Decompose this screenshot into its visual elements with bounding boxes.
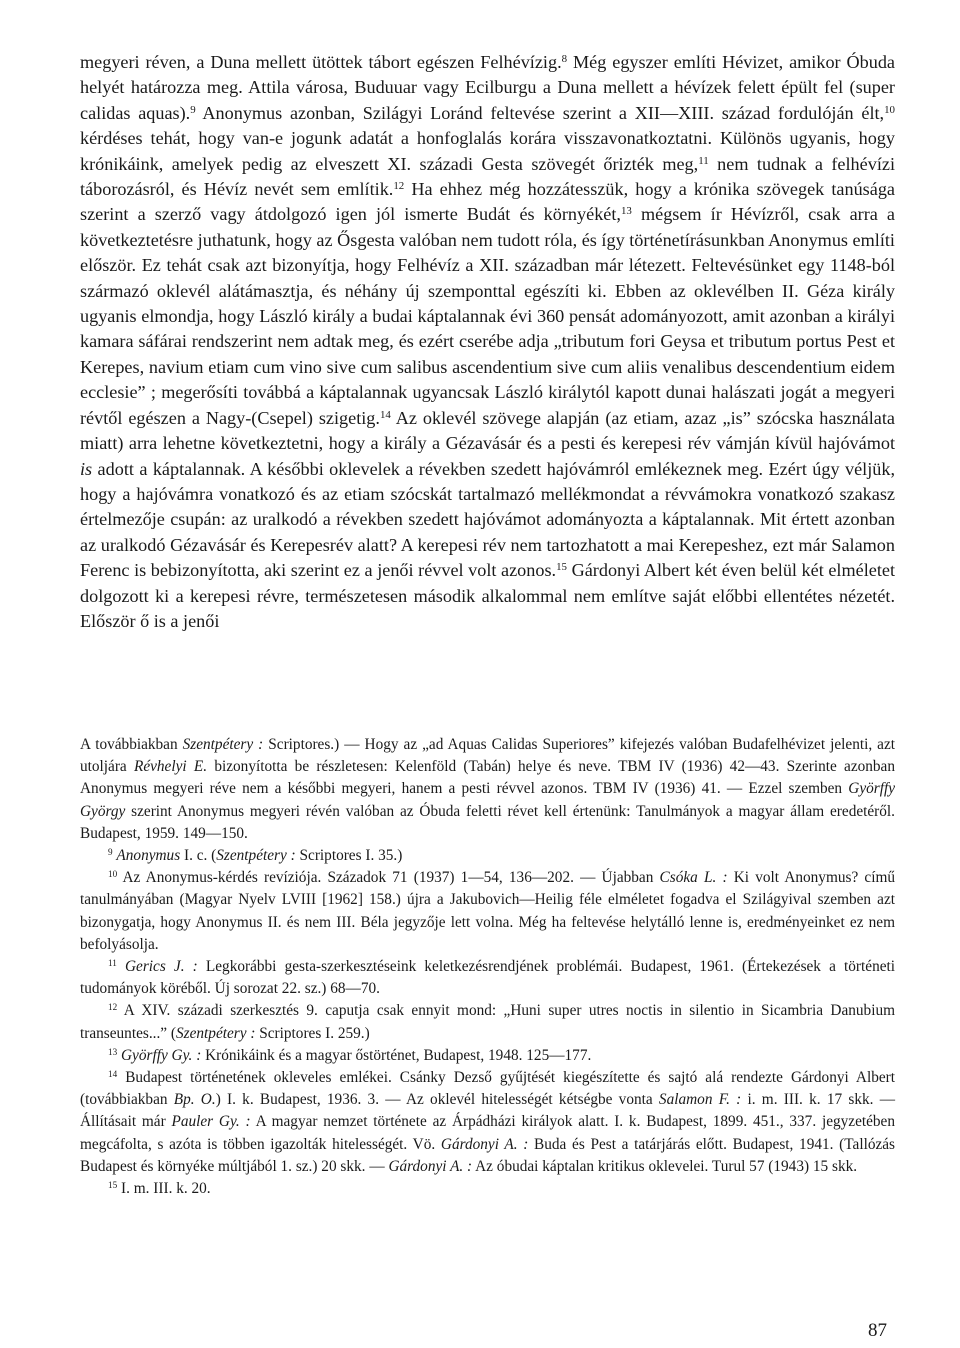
fn-text: Scriptores.) — Hogy az „ad Aquas Calidas Superiores” kifejezés valóban Budafelhévizet jelenti, azt utoljára [80, 736, 895, 776]
footnote-14 [80, 1067, 895, 1178]
footnote-number: 11 [108, 957, 117, 968]
footnote-ref[interactable]: 11 [698, 154, 709, 167]
fn-text: Az Anonymus-kérdés revíziója. Századok 71 (1937) 1—54, 136—202. — Újabban [117, 869, 660, 887]
page-number: 87 [868, 1320, 887, 1341]
footnote-ref[interactable]: 14 [379, 408, 391, 421]
fn-text: Legkorábbi gesta-szerkesztéseink keletkezésrendjének problémái. Budapest, 1961. (Értekezések a történeti tudományok köréből. Új sorozat 22. sz.) 68—70. [80, 958, 896, 998]
footnote-number: 9 [108, 846, 113, 857]
fn-author: Györffy Gy. : [121, 1046, 202, 1064]
footnote-12 [80, 1000, 895, 1044]
footnote-number: 13 [108, 1046, 118, 1057]
fn-text: ) I. k. Budapest, 1936. 3. — Az oklevél hitelességét kétségbe vonta [215, 1091, 659, 1109]
footnote-number: 14 [108, 1069, 118, 1079]
fn-text: bizonyította be részletesen: Kelenföld (Tabán) helye és neve. TBM IV (1936) 42—43. Szerinte azonban Anonymus megyeri réve nem a későbbi megyeri, hanem a pesti révvel azonos. TBM IV (1936) 41. — Ezzel szemben [80, 758, 895, 798]
fn-text: i. m. III. k. 17 skk. — Állításait már [80, 1091, 895, 1131]
fn-author: Györffy György [80, 780, 895, 820]
fn-text: A magyar nemzet története az Árpádházi királyok alatt. I. k. Budapest, 1899. 451., 337. jegyzetében megcáfolta, s azóta is többen igazolták hitelességét. Vö. [80, 1113, 895, 1153]
fn-text: I. c. ( [180, 847, 217, 865]
fn-text: Krónikáink és a magyar őstörténet, Budapest, 1948. 125—177. [201, 1046, 592, 1064]
footnote-ref[interactable]: 13 [620, 205, 632, 218]
main-paragraph [80, 50, 895, 634]
fn-author: Salamon F. : [658, 1091, 742, 1109]
fn-author: Révhelyi E. [133, 758, 208, 776]
fn-text: szerint Anonymus megyeri révén valóban az Óbuda feletti révet kell értenünk: Tanulmányok a magyar állam eredetéről. Budapest, 1959. 149—150. [80, 802, 895, 842]
fn-text: A továbbiakban [80, 736, 183, 753]
text-run: megyeri réven, a Duna mellett ütöttek tábort egészen Felhévízig. [80, 52, 562, 72]
fn-author: Csóka L. : [659, 869, 728, 887]
footnote-number: 12 [108, 1002, 118, 1013]
text-run: Anonymus azonban, Szilágyi Loránd feltevése szerint a XII—XIII. század fordulóján élt, [195, 102, 885, 123]
fn-text: Az óbudai káptalan kritikus oklevelei. Turul 57 (1943) 15 skk. [472, 1157, 858, 1175]
fn-author: Szentpétery : [176, 1024, 256, 1042]
footnote-ref[interactable]: 15 [556, 561, 567, 574]
footnote-13 [80, 1045, 895, 1067]
text-run: Még egyszer említi Hévizet, amikor Óbuda helyét határozza meg. Attila városa, Buduuar vagy Ecilburgu a Duna mellett a hévízek felett épült fel (super calidas aquas). [80, 52, 895, 123]
footnote-9 [80, 845, 895, 867]
fn-author: Szentpétery : [182, 736, 264, 753]
footnote-11 [80, 956, 895, 1000]
text-run: nem tudnak a felhévízi táborozásról, és Hévíz nevét sem említik. [80, 153, 895, 200]
fn-text: Scriptores I. 35.) [295, 847, 403, 865]
fn-abbrev: Bp. O. [173, 1091, 216, 1109]
text-run: adott a káptalannak. A későbbi oklevelek a révekben szedett hajóvámról emlékeznek meg. Ezért úgy véljük, hogy a hajóvámra vonatkozó és az etiam szócskát tartalmazó mellékmondat a révvámokra vonatkozó szakasz értelmezője csupán: az uralkodó a révekben szedett hajóvámot adományozta a káptalannak. Mit értett azonban az uralkodó Gézavásár és Kerepesrév alatt? A kerepesi rév nem tartozhatott a mai Kerepeshez, ezt már Salamon Ferenc is bebizonyította, aki szerint ez a jenői révvel volt azonos. [80, 458, 895, 581]
text-run-italic: is [80, 458, 93, 479]
footnote-ref[interactable]: 10 [884, 103, 895, 116]
footnote-number: 10 [108, 869, 118, 880]
main-text [80, 50, 895, 634]
text-run: Az oklevél szövege alapján (az etiam, azaz „is” szócska használata miatt) arra lehetne következtetni, hogy a király a Gézavásár és a pesti és kerepesi rév vámján kívül hajóvámot [80, 407, 895, 454]
fn-text: Scriptores I. 259.) [255, 1024, 370, 1042]
fn-text: I. m. III. k. 20. [117, 1180, 211, 1198]
text-run: mégsem ír Hévízről, csak arra a következtetésre juthatunk, hogy az Ősgesta valóban nem tudott róla, és így történetírásunkban Anonymus említi először. Ez tehát csak azt bizonyítja, hogy Felhévíz a XII. században már létezett. Feltevésünket egy 1148-ból származó oklevél alátámasztja, és néhány új szemponttal egészíti ki. Ebben az oklevélben II. Géza király ugyanis elmondja, hogy László király a budai káptalannak évi 360 pensát adományozott, amit azonban a királyi kamara sáfárai rendszerint nem adtak meg, és ezért cserébe adja „tributum fori Geysa et tributum portus Pest et Kerepes, navium etiam cum vino sive cum salibus ascendentium sive cum aliis venalibus descendentium eidem ecclesie” ; megerősíti továbbá a káptalannak ugyancsak László királytól kapott dunai halászati jogát a megyeri révtől egészen a Nagy-(Csepel) szigetig. [80, 204, 896, 428]
footnotes [80, 734, 895, 1200]
page [80, 50, 896, 1198]
text-run: Ha ehhez még hozzátesszük, hogy a krónika szövegek tanúsága szerint a szerző vagy átdolgozó igen jól ismerte Budát és környékét, [80, 179, 895, 225]
text-run: kérdéses tehát, hogy van-e jogunk adatát a honfoglalás korára visszavonatkoztatni. Különös ugyanis, hogy krónikáink, amelyek pedig az elveszett XI. századi Gesta szövegét őrizték meg, [80, 128, 895, 174]
fn-author: Gárdonyi A. : [440, 1135, 529, 1153]
fn-text: Buda és Pest a tatárjárás előtt. Budapest, 1941. (Tallózás Budapest és környéke múltjából 1. sz.) 20 skk. — [80, 1135, 896, 1175]
footnote-ref[interactable]: 9 [190, 103, 196, 116]
fn-text: Ki volt Anonymus? című tanulmányában (Magyar Nyelv LVIII [1962] 158.) újra a Jakubovich—Heilig féle elméletet fogadva el Szilágyival szemben azt bizonygatja, hogy Anonymus II. és nem III. Béla jegyzője lett volna. Még ha feltevése helytálló lenne is, eredményeinket ez nem befolyásolja. [80, 869, 895, 953]
fn-text: A XIV. századi szerkesztés 9. caputja csak ennyit mond: „Huni super utres noctis in silentio in Sicambria Danubium transeuntes...” ( [80, 1002, 895, 1042]
fn-author: Gerics J. : [125, 958, 198, 976]
fn-author: Gárdonyi A. : [388, 1157, 473, 1175]
footnote-15 [80, 1178, 895, 1200]
footnote-number: 15 [108, 1180, 118, 1191]
text-run: Gárdonyi Albert két éven belül két elméletet dolgozott ki a kerepesi révre, természetesen második alkalommal nem említve saját előbbi ellentétes nézetét. Először ő is a jenői [80, 560, 896, 631]
footnote-ref[interactable]: 12 [393, 180, 405, 193]
fn-author: Pauler Gy. : [171, 1113, 251, 1131]
fn-author: Anonymus [116, 847, 181, 865]
fn-text: Budapest történetének okleveles emlékei. Csánky Dezső gyűjtését kiegészítette és sajtó alá rendezte Gárdonyi Albert (továbbiakban [80, 1069, 895, 1109]
footnote-10 [80, 867, 895, 956]
fn-author: Szentpétery : [216, 847, 296, 865]
footnote-8-continued [80, 734, 895, 845]
footnote-ref[interactable]: 8 [561, 53, 568, 65]
